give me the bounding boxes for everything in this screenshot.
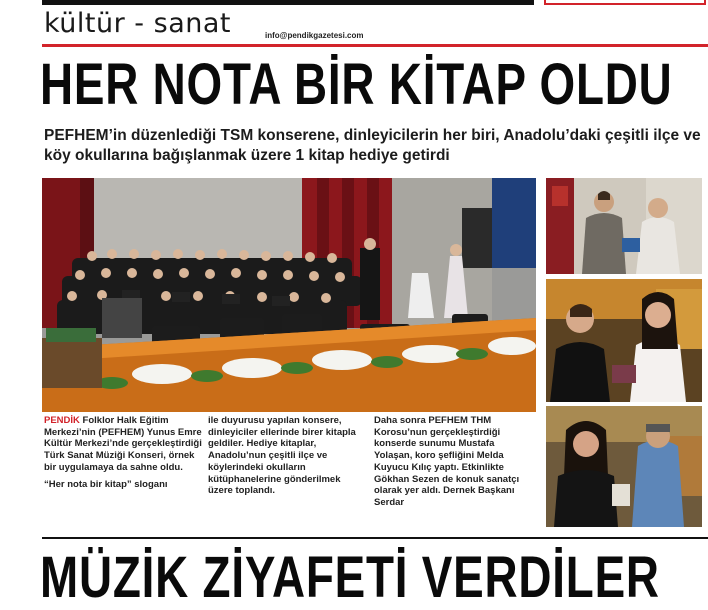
article-column-2 [208,415,366,502]
column-3-paragraph-1: Daha sonra PEFHEM THM Korosu’nun gerçekleştirdiği konserde sunumu Mustafa Yolaşan, koro şefliğini Melda Kuyucu Kılıç yaptı. Etkinlikte Gökhan Sezen de konuk sanatçı olarak yer aldı. Dernek Başkanı Serdar [374,415,520,508]
section-rule [42,44,708,47]
top-red-frame [544,0,706,5]
section-title: kültür - sanat [44,8,231,39]
award-photo-3 [546,406,702,527]
email-address: info@pendikgazetesi.com [265,31,364,40]
award-photo-2 [546,279,702,402]
dateline: PENDİK [44,415,80,426]
top-black-bar [42,0,534,5]
main-headline: HER NOTA BİR KİTAP OLDU [40,52,673,117]
subheadline: PEFHEM’in düzenlediği TSM konserene, dinleyicilerin her biri, Anadolu’daki çeşitli ilçe ve köy okullarına bağışlanmak üzere 1 kitap hediye getirdi [44,127,701,164]
concert-photo [42,178,536,412]
next-article-headline: MÜZİK ZİYAFETİ VERDİLER [40,545,660,610]
column-1-paragraph-2: “Her nota bir kitap” sloganı [44,478,168,490]
award-photo-1 [546,178,702,274]
article-column-3 [374,415,534,514]
column-2-paragraph-1: ile duyurusu yapılan konsere, dinleyiciler ellerinde birer kitapla geldiler. Hediye kitaplar, Anadolu’nun çeşitli ilçe ve köylerindeki okulların kütüphanelerine gönderilmek üzere toplandı. [208,415,356,497]
article-column-1 [44,415,202,495]
column-1-text-1: Folklor Halk Eğitim Merkezi’nin (PEFHEM) Yunus Emre Kültür Merkezi’nde gerçekleştirdiği Türk Sanat Müziği Konseri, örnek bir uygulamaya da sahne oldu. [44,415,202,473]
column-1-paragraph-1 [44,415,202,474]
article-divider [42,537,708,539]
